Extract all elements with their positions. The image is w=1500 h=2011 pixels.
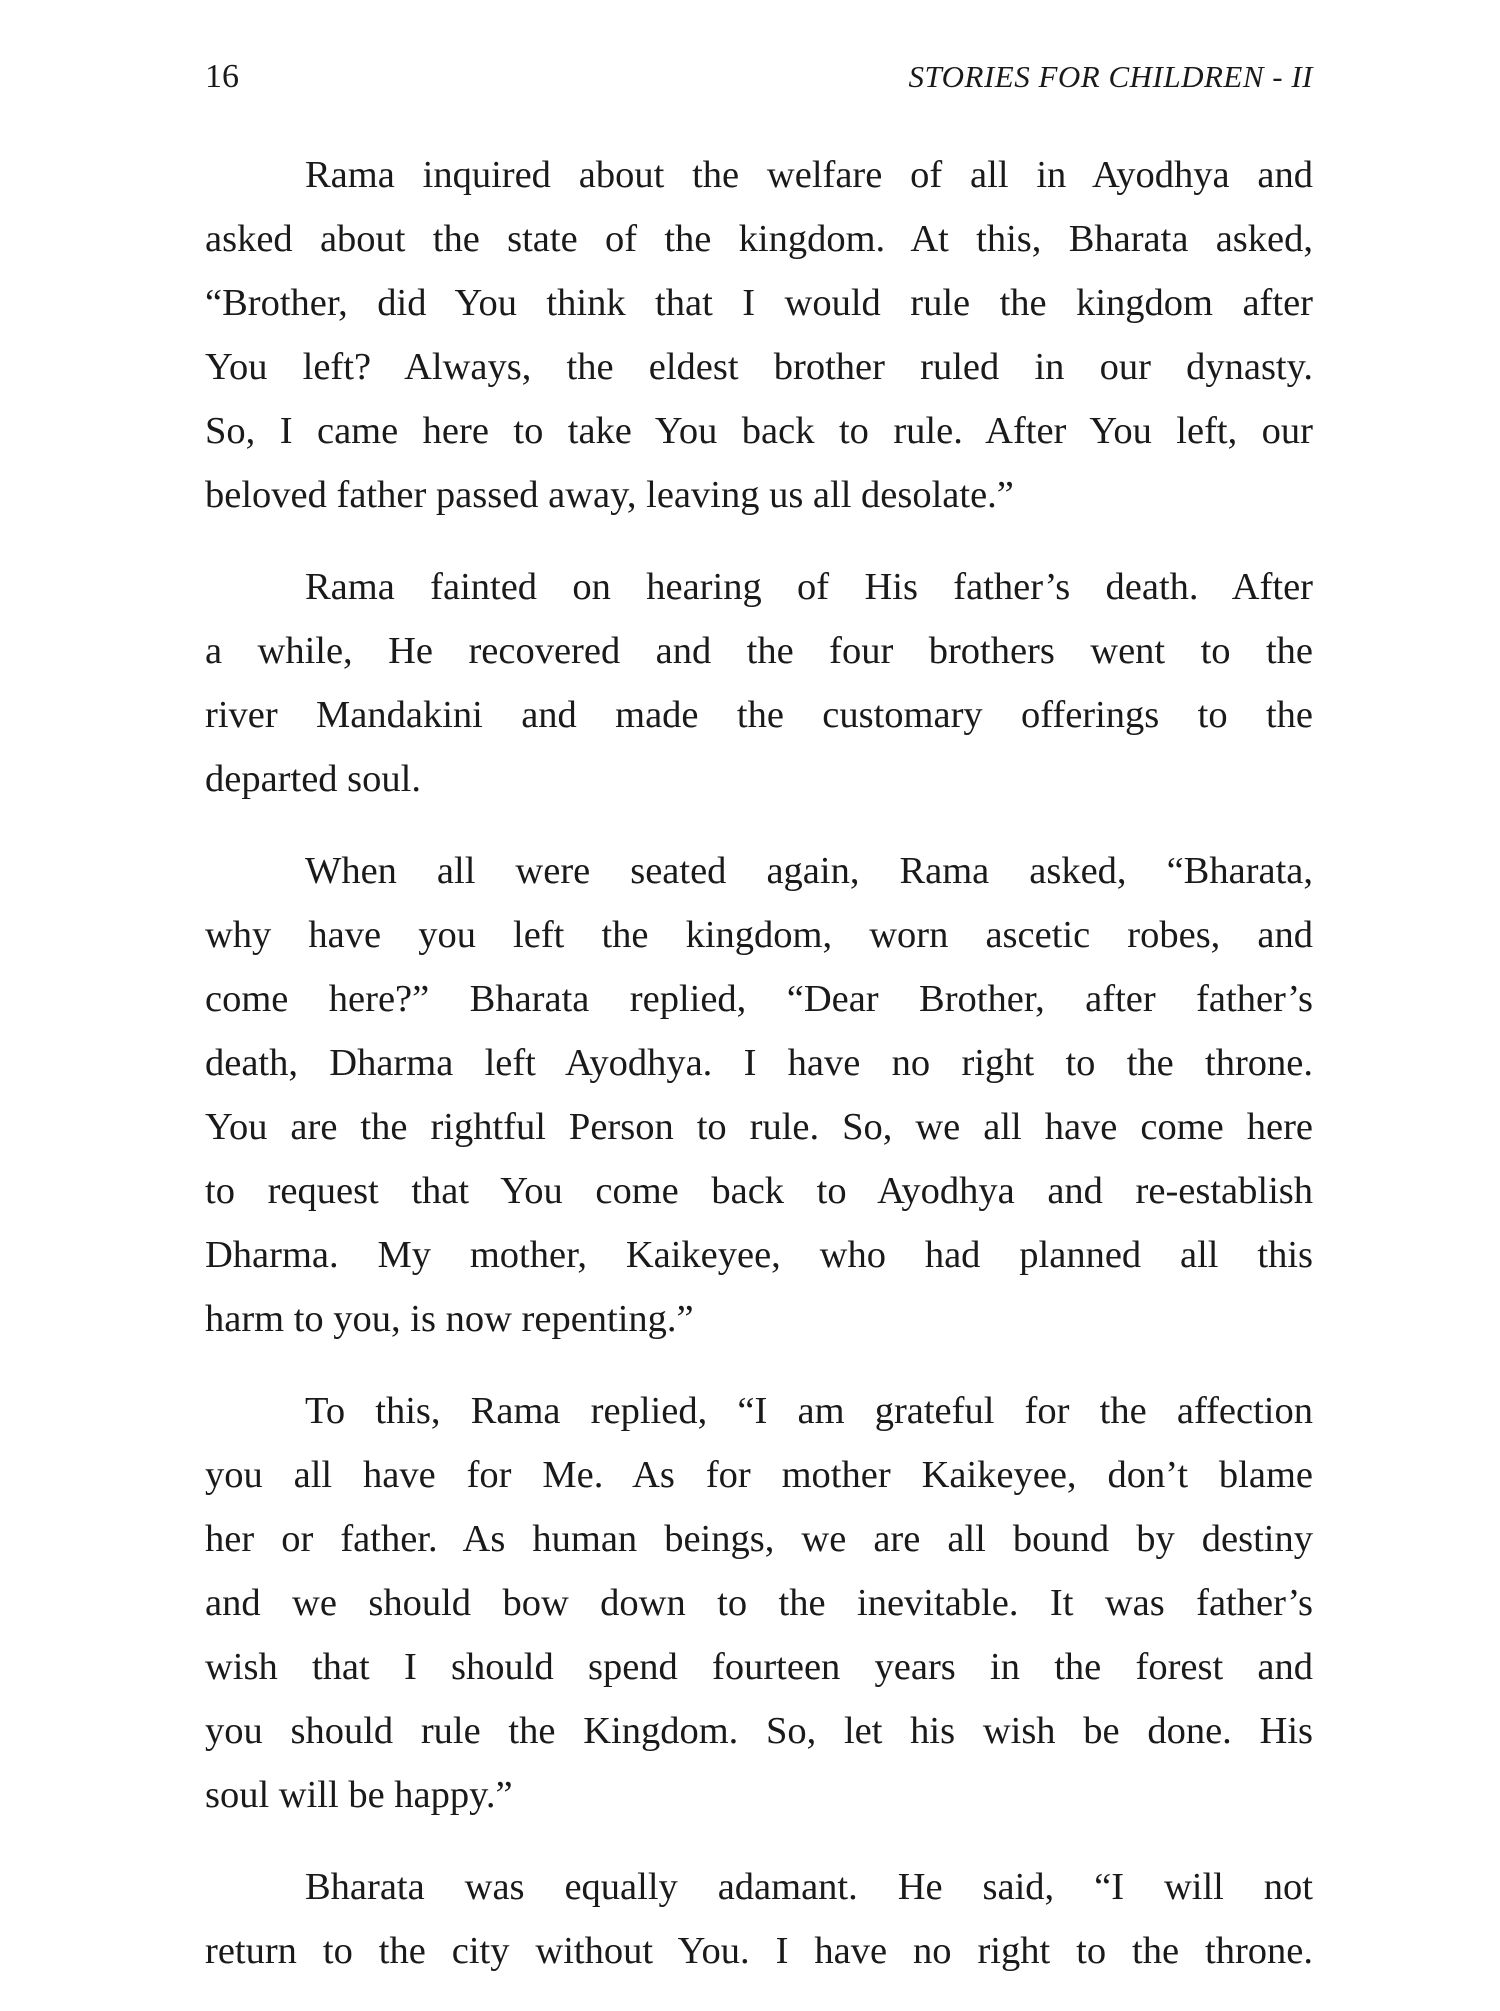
text-line: and we should bow down to the inevitable. It was father’s [205, 1582, 1313, 1624]
text-line: beloved father passed away, leaving us all desolate.” [205, 474, 1014, 516]
text-line: why have you left the kingdom, worn ascetic robes, and [205, 914, 1313, 956]
text-line: Rama inquired about the welfare of all in Ayodhya and [305, 154, 1313, 196]
text-line: asked about the state of the kingdom. At this, Bharata asked, [205, 218, 1313, 260]
text-line: harm to you, is now repenting.” [205, 1298, 694, 1340]
paragraph-3 [205, 839, 1313, 1351]
text-line: When all were seated again, Rama asked, “Bharata, [305, 850, 1313, 892]
text-line: you should rule the Kingdom. So, let his wish be done. His [205, 1710, 1313, 1752]
running-head: STORIES FOR CHILDREN - II [908, 59, 1313, 94]
text-line: You are the rightful Person to rule. So, we all have come here [205, 1106, 1313, 1148]
text-line: wish that I should spend fourteen years in the forest and [205, 1646, 1313, 1688]
text-line: You left? Always, the eldest brother ruled in our dynasty. [205, 346, 1313, 388]
text-line: come here?” Bharata replied, “Dear Brother, after father’s [205, 978, 1313, 1020]
page-header [205, 52, 1313, 102]
text-line: to request that You come back to Ayodhya and re-establish [205, 1170, 1313, 1212]
text-line: Rama fainted on hearing of His father’s death. After [305, 566, 1313, 608]
text-line: Dharma. My mother, Kaikeyee, who had planned all this [205, 1234, 1313, 1276]
text-line: river Mandakini and made the customary offerings to the [205, 694, 1313, 736]
body-text [205, 143, 1313, 2011]
paragraph-2 [205, 555, 1313, 811]
paragraph-1 [205, 143, 1313, 527]
text-line: a while, He recovered and the four brothers went to the [205, 630, 1313, 672]
text-line: return to the city without You. I have no right to the throne. [205, 1930, 1313, 1972]
text-line: soul will be happy.” [205, 1774, 513, 1816]
text-line: you all have for Me. As for mother Kaikeyee, don’t blame [205, 1454, 1313, 1496]
text-line: departed soul. [205, 758, 421, 800]
text-line: To this, Rama replied, “I am grateful for the affection [305, 1390, 1313, 1432]
text-line: “Brother, did You think that I would rule the kingdom after [205, 282, 1313, 324]
text-line: her or father. As human beings, we are all bound by destiny [205, 1518, 1313, 1560]
text-line: Bharata was equally adamant. He said, “I will not [305, 1866, 1313, 1908]
paragraph-5 [205, 1855, 1313, 1983]
page-number: 16 [205, 58, 239, 95]
paragraph-4 [205, 1379, 1313, 1827]
text-line: So, I came here to take You back to rule. After You left, our [205, 410, 1313, 452]
text-line: death, Dharma left Ayodhya. I have no right to the throne. [205, 1042, 1313, 1084]
